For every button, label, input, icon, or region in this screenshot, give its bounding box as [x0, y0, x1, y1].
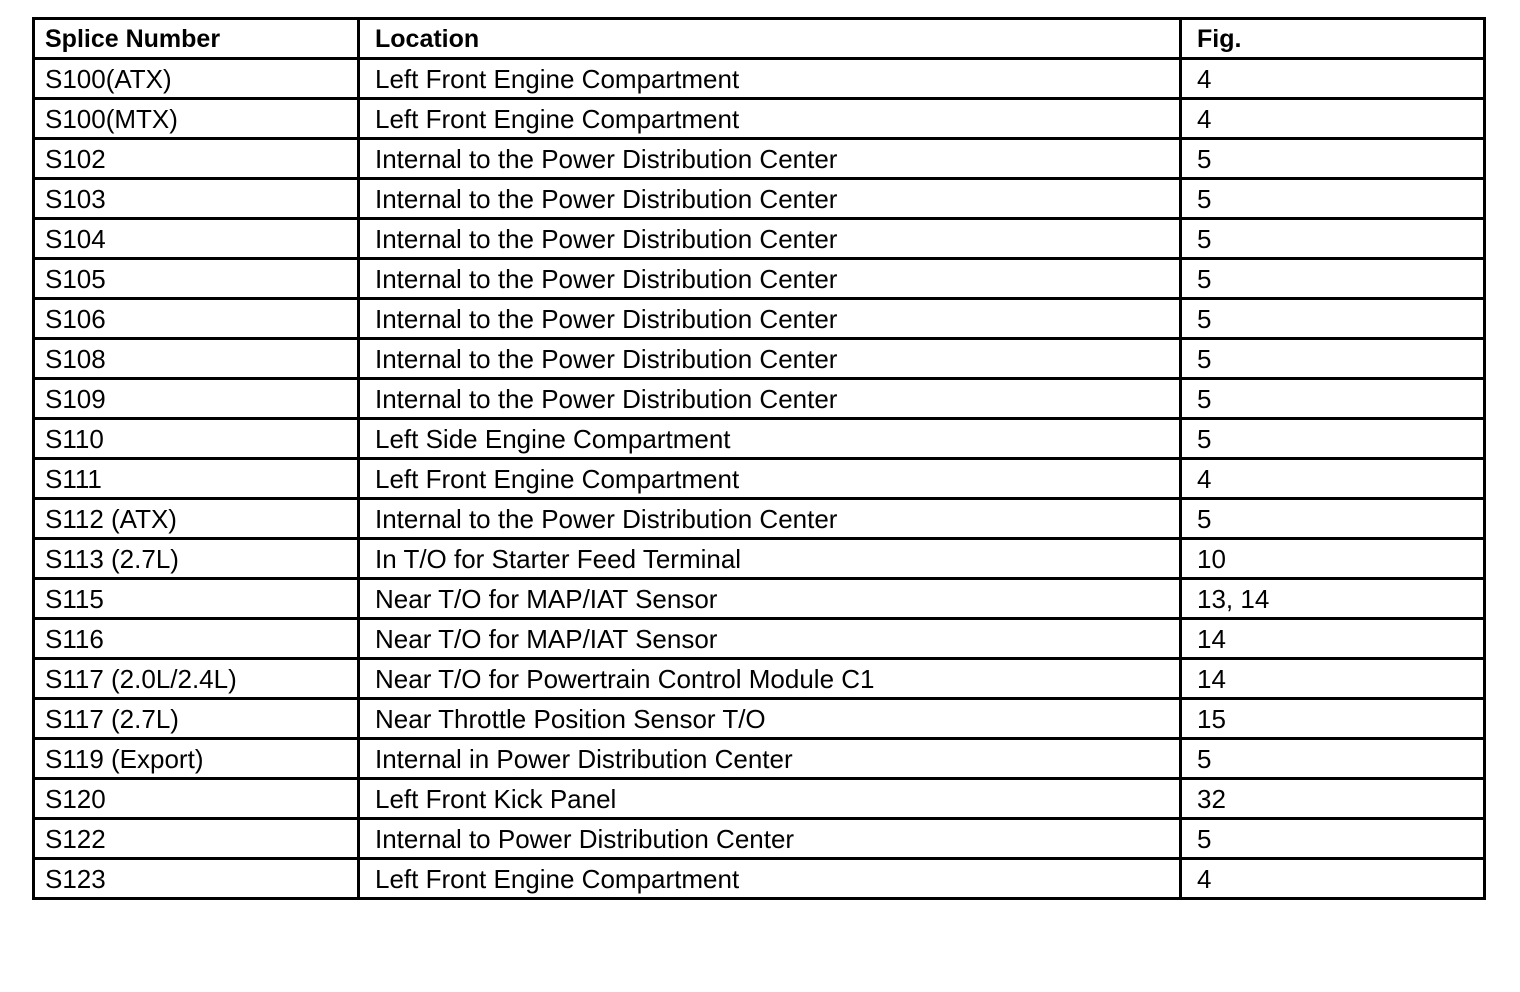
cell-splice-number: S117 (2.0L/2.4L) — [34, 659, 359, 699]
cell-splice-number: S106 — [34, 299, 359, 339]
table-row — [34, 299, 1485, 339]
cell-splice-number: S102 — [34, 139, 359, 179]
table-row — [34, 619, 1485, 659]
cell-splice-number: S115 — [34, 579, 359, 619]
cell-splice-number: S116 — [34, 619, 359, 659]
table-row — [34, 139, 1485, 179]
cell-location: Internal to Power Distribution Center — [359, 819, 1181, 859]
cell-location: Internal to the Power Distribution Center — [359, 299, 1181, 339]
header-location: Location — [359, 19, 1181, 59]
splice-location-table — [32, 17, 1486, 900]
cell-fig: 4 — [1181, 859, 1485, 899]
cell-splice-number: S112 (ATX) — [34, 499, 359, 539]
table-row — [34, 739, 1485, 779]
cell-location: Left Front Engine Compartment — [359, 859, 1181, 899]
table-row — [34, 419, 1485, 459]
cell-location: Internal to the Power Distribution Center — [359, 379, 1181, 419]
cell-fig: 15 — [1181, 699, 1485, 739]
cell-splice-number: S104 — [34, 219, 359, 259]
cell-splice-number: S113 (2.7L) — [34, 539, 359, 579]
cell-fig: 14 — [1181, 619, 1485, 659]
cell-location: Left Front Engine Compartment — [359, 99, 1181, 139]
table-row — [34, 59, 1485, 99]
table-row — [34, 779, 1485, 819]
table-row — [34, 699, 1485, 739]
cell-location: Internal to the Power Distribution Center — [359, 339, 1181, 379]
cell-fig: 4 — [1181, 99, 1485, 139]
header-splice-number: Splice Number — [34, 19, 359, 59]
table-row — [34, 179, 1485, 219]
cell-location: Internal to the Power Distribution Center — [359, 499, 1181, 539]
cell-fig: 5 — [1181, 339, 1485, 379]
table-row — [34, 579, 1485, 619]
table-body — [34, 59, 1485, 899]
cell-splice-number: S111 — [34, 459, 359, 499]
cell-splice-number: S103 — [34, 179, 359, 219]
cell-location: In T/O for Starter Feed Terminal — [359, 539, 1181, 579]
cell-fig: 32 — [1181, 779, 1485, 819]
cell-location: Near T/O for MAP/IAT Sensor — [359, 619, 1181, 659]
table-row — [34, 99, 1485, 139]
cell-splice-number: S119 (Export) — [34, 739, 359, 779]
cell-location: Near T/O for Powertrain Control Module C1 — [359, 659, 1181, 699]
table-row — [34, 219, 1485, 259]
cell-fig: 5 — [1181, 499, 1485, 539]
cell-location: Internal to the Power Distribution Center — [359, 179, 1181, 219]
cell-fig: 5 — [1181, 819, 1485, 859]
cell-location: Left Side Engine Compartment — [359, 419, 1181, 459]
header-fig: Fig. — [1181, 19, 1485, 59]
cell-fig: 4 — [1181, 59, 1485, 99]
cell-fig: 5 — [1181, 739, 1485, 779]
cell-fig: 13, 14 — [1181, 579, 1485, 619]
cell-fig: 14 — [1181, 659, 1485, 699]
table-row — [34, 379, 1485, 419]
table-row — [34, 819, 1485, 859]
cell-splice-number: S109 — [34, 379, 359, 419]
table-row — [34, 539, 1485, 579]
cell-location: Internal in Power Distribution Center — [359, 739, 1181, 779]
table-row — [34, 859, 1485, 899]
cell-fig: 10 — [1181, 539, 1485, 579]
cell-fig: 4 — [1181, 459, 1485, 499]
cell-splice-number: S100(ATX) — [34, 59, 359, 99]
cell-fig: 5 — [1181, 299, 1485, 339]
cell-location: Left Front Engine Compartment — [359, 59, 1181, 99]
table-row — [34, 339, 1485, 379]
cell-location: Near Throttle Position Sensor T/O — [359, 699, 1181, 739]
cell-fig: 5 — [1181, 379, 1485, 419]
cell-fig: 5 — [1181, 259, 1485, 299]
cell-fig: 5 — [1181, 219, 1485, 259]
table-row — [34, 659, 1485, 699]
cell-splice-number: S122 — [34, 819, 359, 859]
table-header-row — [34, 19, 1485, 59]
cell-fig: 5 — [1181, 419, 1485, 459]
cell-splice-number: S110 — [34, 419, 359, 459]
table-row — [34, 499, 1485, 539]
cell-location: Left Front Engine Compartment — [359, 459, 1181, 499]
cell-splice-number: S105 — [34, 259, 359, 299]
cell-location: Internal to the Power Distribution Center — [359, 139, 1181, 179]
cell-splice-number: S120 — [34, 779, 359, 819]
cell-location: Internal to the Power Distribution Center — [359, 259, 1181, 299]
cell-location: Internal to the Power Distribution Center — [359, 219, 1181, 259]
cell-fig: 5 — [1181, 139, 1485, 179]
cell-splice-number: S117 (2.7L) — [34, 699, 359, 739]
table-row — [34, 459, 1485, 499]
cell-splice-number: S123 — [34, 859, 359, 899]
cell-location: Left Front Kick Panel — [359, 779, 1181, 819]
table-row — [34, 259, 1485, 299]
cell-location: Near T/O for MAP/IAT Sensor — [359, 579, 1181, 619]
cell-fig: 5 — [1181, 179, 1485, 219]
cell-splice-number: S100(MTX) — [34, 99, 359, 139]
cell-splice-number: S108 — [34, 339, 359, 379]
